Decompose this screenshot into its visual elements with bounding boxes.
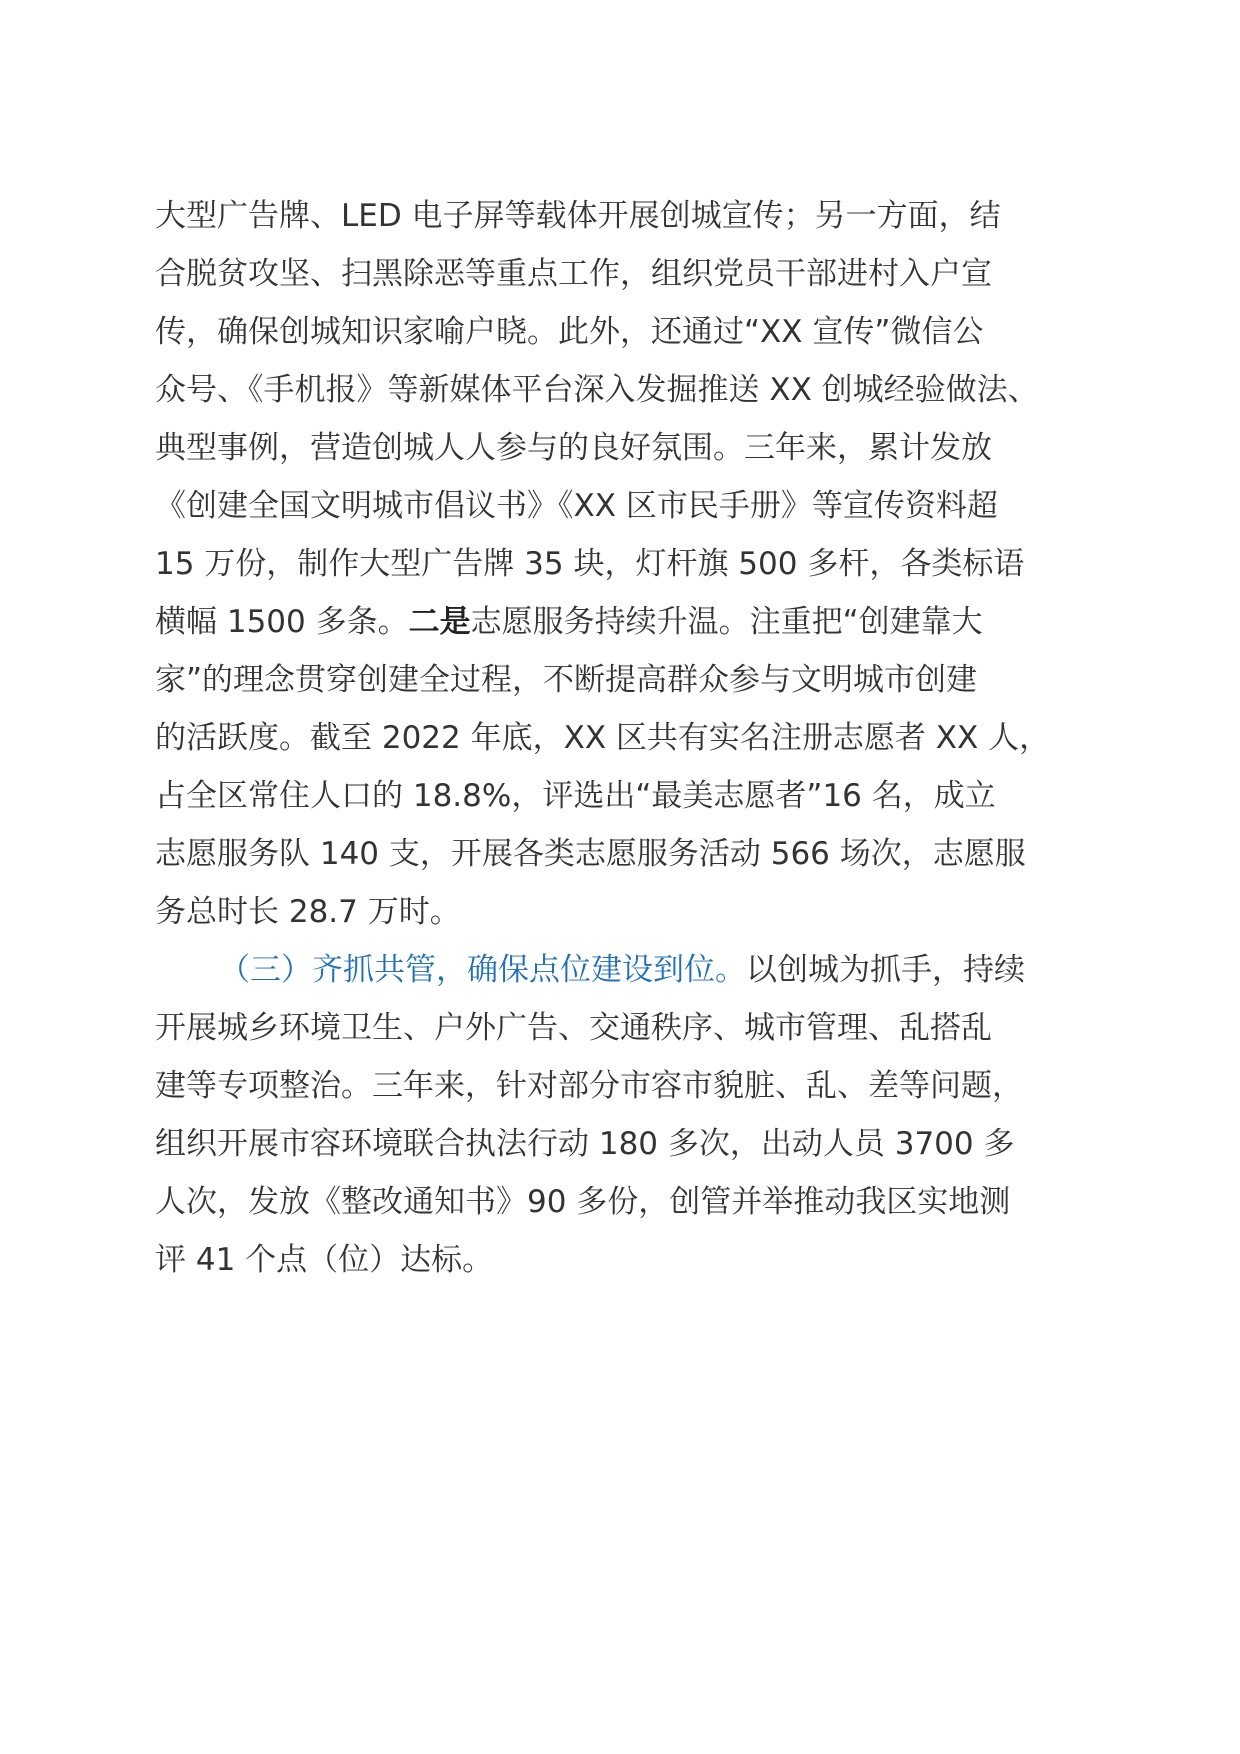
text-segment: 人次，发放《整改通知书》90 多份，创管并举推动我区实地测 bbox=[155, 1184, 1011, 1220]
text-segment: 志愿服务队 140 支，开展各类志愿服务活动 566 场次，志愿服 bbox=[155, 836, 1026, 872]
text-line bbox=[155, 996, 1155, 1061]
text-segment: 建等专项整治。三年来，针对部分市容市貌脏、乱、差等问题， bbox=[155, 1068, 1023, 1104]
section-heading: （三）齐抓共管，确保点位建设到位。 bbox=[219, 952, 746, 988]
text-line bbox=[155, 416, 1155, 481]
text-line bbox=[155, 648, 1155, 713]
text-segment: 典型事例，营造创城人人参与的良好氛围。三年来，累计发放 bbox=[155, 430, 992, 466]
text-line bbox=[155, 706, 1155, 771]
text-segment: 家”的理念贯穿创建全过程，不断提高群众参与文明城市创建 bbox=[155, 662, 978, 698]
text-line bbox=[155, 590, 1155, 655]
text-line bbox=[155, 764, 1155, 829]
text-segment: 传，确保创城知识家喻户晓。此外，还通过“XX 宣传”微信公 bbox=[155, 314, 984, 350]
text-segment: 务总时长 28.7 万时。 bbox=[155, 894, 461, 930]
text-segment: 15 万份，制作大型广告牌 35 块，灯杆旗 500 多杆，各类标语 bbox=[155, 546, 1025, 582]
text-line bbox=[155, 532, 1155, 597]
text-line bbox=[219, 938, 1219, 1003]
text-line bbox=[155, 1112, 1155, 1177]
text-segment: 开展城乡环境卫生、户外广告、交通秩序、城市管理、乱搭乱 bbox=[155, 1010, 992, 1046]
text-line bbox=[155, 880, 1155, 945]
text-segment: 以创城为抓手，持续 bbox=[746, 952, 1025, 988]
emphasis-text: 二是 bbox=[408, 604, 471, 640]
text-line bbox=[155, 242, 1155, 307]
text-line bbox=[155, 184, 1155, 249]
text-line bbox=[155, 300, 1155, 365]
text-segment: 众号、《手机报》等新媒体平台深入发掘推送 XX 创城经验做法、 bbox=[155, 372, 1039, 408]
text-segment: 的活跃度。截至 2022 年底，XX 区共有实名注册志愿者 XX 人， bbox=[155, 720, 1051, 756]
text-segment: 评 41 个点（位）达标。 bbox=[155, 1242, 494, 1278]
text-line bbox=[155, 822, 1155, 887]
text-segment: 《创建全国文明城市倡议书》《XX 区市民手册》等宣传资料超 bbox=[155, 488, 998, 524]
text-segment: 横幅 1500 多条。 bbox=[155, 604, 409, 640]
text-segment: 组织开展市容环境联合执法行动 180 多次，出动人员 3700 多 bbox=[155, 1126, 1015, 1162]
text-line bbox=[155, 358, 1155, 423]
text-line bbox=[155, 474, 1155, 539]
text-segment: 大型广告牌、LED 电子屏等载体开展创城宣传；另一方面，结 bbox=[155, 198, 1001, 234]
text-segment: 合脱贫攻坚、扫黑除恶等重点工作，组织党员干部进村入户宣 bbox=[155, 256, 992, 292]
text-line bbox=[155, 1228, 1155, 1293]
text-segment: 占全区常住人口的 18.8%，评选出“最美志愿者”16 名，成立 bbox=[155, 778, 996, 814]
text-line bbox=[155, 1054, 1155, 1119]
text-segment: 志愿服务持续升温。注重把“创建靠大 bbox=[470, 604, 983, 640]
text-line bbox=[155, 1170, 1155, 1235]
